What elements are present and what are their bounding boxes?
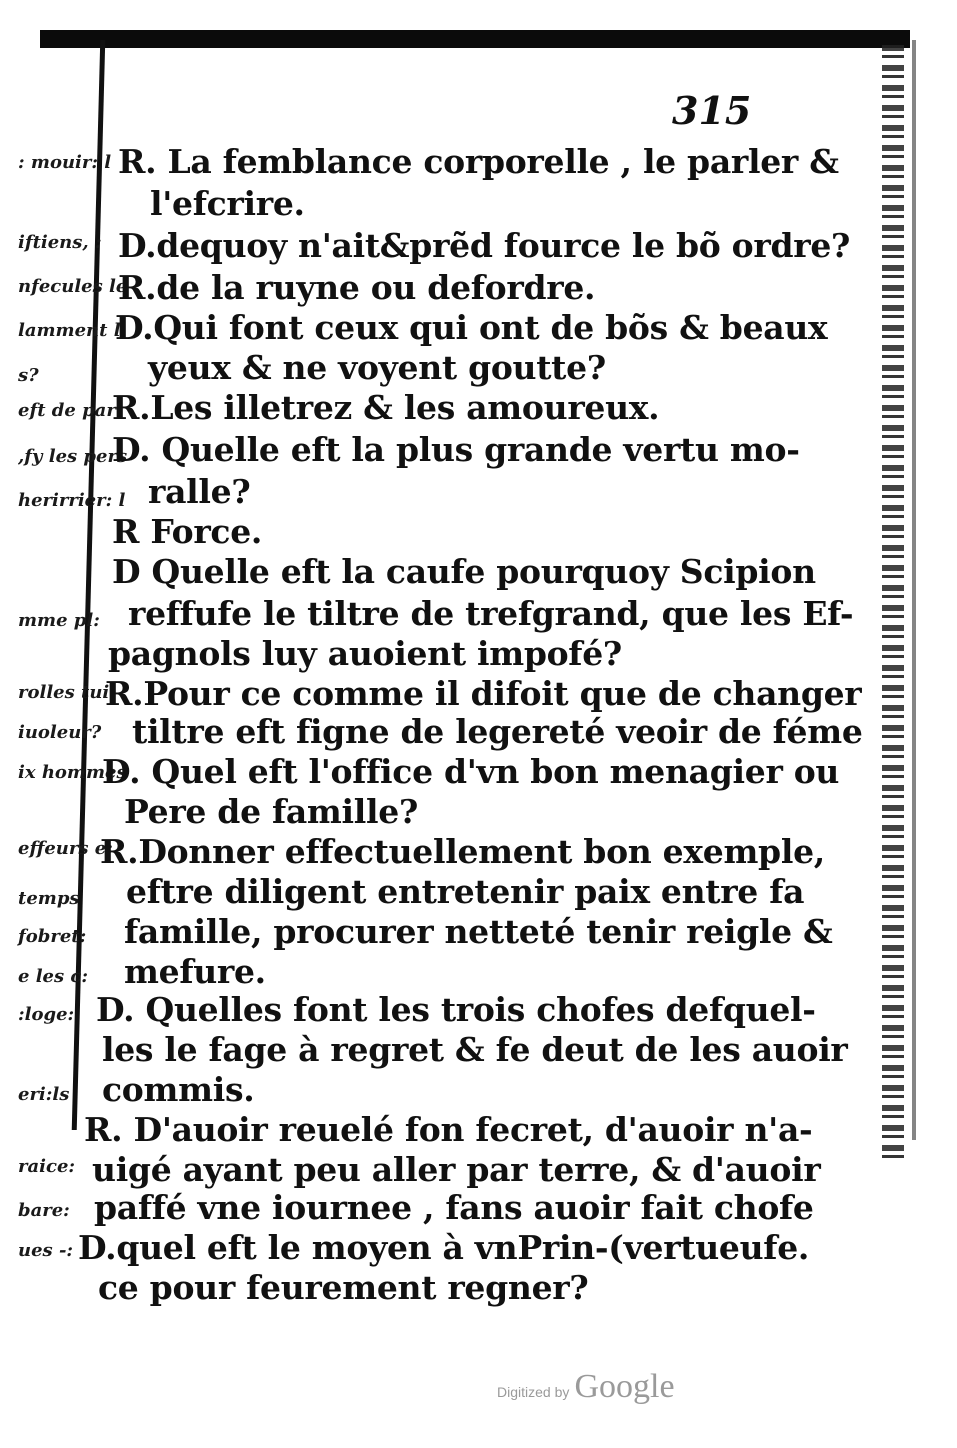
text-line: D. Quelle eft la plus grande vertu mo-	[112, 430, 800, 469]
margin-note: herirrier: l	[18, 490, 126, 511]
right-page-edge	[882, 45, 904, 1165]
digitized-watermark	[497, 1368, 675, 1406]
page-number: 315	[672, 88, 752, 133]
text-line: R.Les illetrez & les amoureux.	[112, 388, 660, 427]
margin-note: eri:ls	[18, 1084, 70, 1105]
margin-note: lamment l	[18, 320, 121, 341]
text-line: tiltre eft figne de legereté veoir de féme	[132, 712, 863, 751]
text-line: D Quelle eft la caufe pourquoy Scipion	[112, 552, 816, 591]
margin-note: bare:	[18, 1200, 70, 1221]
text-line: uigé ayant peu aller par terre, & d'auoir	[92, 1150, 821, 1189]
margin-note: raice:	[18, 1156, 76, 1177]
margin-note: eft de par	[18, 400, 116, 421]
text-line: mefure.	[124, 952, 266, 991]
margin-note: : mouir: l	[18, 152, 112, 173]
margin-note: iftiens, :	[18, 232, 102, 253]
text-line: famille, procurer netteté tenir reigle &	[124, 912, 833, 951]
margin-note: temps	[18, 888, 80, 909]
text-line: R.Donner effectuellement bon exemple,	[100, 832, 825, 871]
text-line: D.Qui font ceux qui ont de bõs & beaux	[115, 308, 828, 347]
text-line: pagnols luy auoient impofé?	[108, 634, 622, 673]
margin-note: rolles tui	[18, 682, 110, 703]
text-line: R.Pour ce comme il difoit que de changer	[105, 674, 862, 713]
google-logo: Google	[574, 1368, 675, 1405]
margin-note: e les c:	[18, 966, 89, 987]
text-line: les le fage à regret & fe deut de les auoir	[102, 1030, 848, 1069]
text-line: R. D'auoir reuelé fon fecret, d'auoir n'a-	[84, 1110, 813, 1149]
text-line: D. Quel eft l'office d'vn bon menagier ou	[102, 752, 840, 791]
text-line: R Force.	[112, 512, 263, 551]
margin-note: ,fy les pers	[18, 446, 128, 467]
margin-note: nfecules le	[18, 276, 128, 297]
text-line: commis.	[102, 1070, 255, 1109]
text-line: paffé vne iournee , fans auoir fait chofe	[94, 1188, 814, 1227]
text-line: reffufe le tiltre de trefgrand, que les Ef-	[128, 594, 854, 633]
margin-note: ues -:	[18, 1240, 74, 1261]
text-line: R. La femblance corporelle , le parler &	[118, 142, 839, 181]
text-line: D.dequoy n'ait&prẽd fource le bõ ordre?	[118, 226, 851, 265]
watermark-prefix: Digitized by	[497, 1384, 570, 1400]
margin-note: iuoleur?	[18, 722, 102, 743]
text-line: eftre diligent entretenir paix entre fa	[126, 872, 805, 911]
text-line: ce pour feurement regner?	[98, 1268, 589, 1307]
margin-note: fobret:	[18, 926, 87, 947]
text-line: ralle?	[148, 472, 251, 511]
margin-note: mme pl:	[18, 610, 100, 631]
text-line: Pere de famille?	[124, 792, 418, 831]
margin-note: s?	[18, 365, 39, 386]
text-line: D.quel eft le moyen à vnPrin-(vertueufe.	[78, 1228, 810, 1267]
text-line: yeux & ne voyent goutte?	[148, 348, 606, 387]
page-top-edge	[40, 30, 910, 48]
margin-note: :loge:	[18, 1004, 75, 1025]
right-page-edge-line	[912, 40, 916, 1140]
text-line: D. Quelles font les trois chofes defquel-	[96, 990, 816, 1029]
margin-note: effeurs e:	[18, 838, 113, 859]
text-line: R.de la ruyne ou defordre.	[118, 268, 596, 307]
margin-note: ix hommes	[18, 762, 127, 783]
text-line: l'efcrire.	[150, 184, 305, 223]
